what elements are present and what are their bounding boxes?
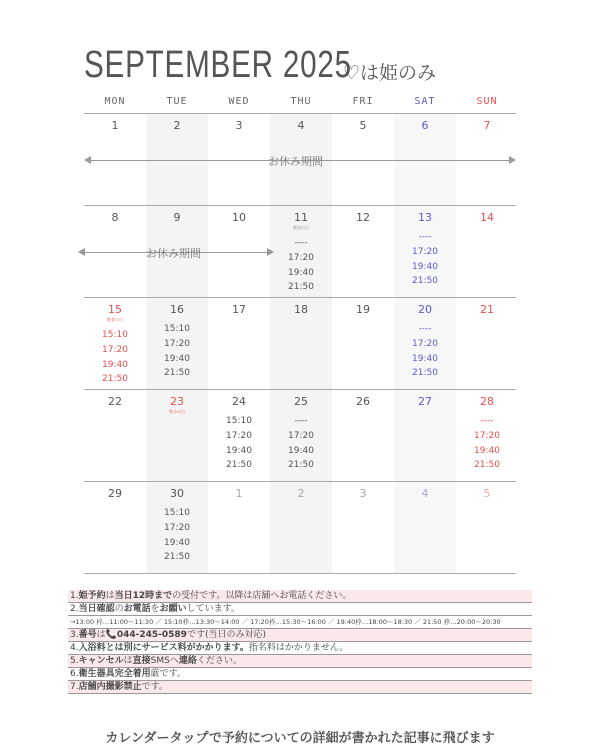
time-slot[interactable]: 21:50 — [164, 552, 190, 563]
note-row — [68, 681, 532, 694]
day-number: 14 — [480, 211, 494, 224]
note-text: 直接 — [132, 656, 151, 666]
day-number: 5 — [359, 119, 367, 132]
day-cell[interactable] — [208, 395, 270, 473]
day-number: 25 — [294, 395, 308, 408]
day-cell[interactable] — [208, 303, 270, 316]
day-cell[interactable] — [332, 211, 394, 224]
week-divider — [84, 573, 516, 574]
day-number: 8 — [111, 211, 119, 224]
closed-period-label: お休み期間 — [146, 247, 201, 260]
day-number: 28 — [480, 395, 494, 408]
day-cell[interactable] — [270, 303, 332, 316]
time-slot[interactable]: 19:40 — [412, 261, 438, 272]
day-cell[interactable] — [84, 211, 146, 224]
note-text: 4. — [70, 643, 79, 653]
day-cell[interactable] — [332, 119, 394, 132]
note-row — [68, 603, 532, 616]
note-text: ください。 — [196, 656, 242, 666]
day-cell[interactable] — [208, 211, 270, 224]
day-cell[interactable] — [84, 395, 146, 408]
time-slots — [270, 236, 332, 295]
day-cell[interactable] — [146, 303, 208, 381]
day-cell[interactable] — [270, 487, 332, 500]
weekday-fri: FRI — [352, 96, 374, 107]
note-text: へ — [169, 656, 179, 666]
time-slot[interactable]: 21:50 — [474, 460, 500, 471]
day-cell[interactable] — [332, 487, 394, 500]
day-cell[interactable] — [394, 303, 456, 381]
weekday-wed: WED — [228, 96, 250, 107]
day-cell[interactable] — [146, 119, 208, 132]
day-number: 15 — [108, 303, 122, 316]
holiday-note: 敬老の日 — [107, 317, 123, 322]
note-text: を — [150, 604, 160, 614]
day-number: 27 — [418, 395, 432, 408]
day-number: 11 — [294, 211, 308, 224]
day-number: 2 — [297, 487, 305, 500]
time-slots — [394, 230, 456, 289]
time-slot[interactable]: 17:20 — [226, 430, 252, 441]
time-slot[interactable]: 19:40 — [164, 537, 190, 548]
time-slots — [146, 322, 208, 381]
day-number: 9 — [173, 211, 181, 224]
time-slot[interactable]: 17:20 — [102, 344, 128, 355]
day-cell[interactable] — [456, 119, 518, 132]
time-slot[interactable]: 15:10 — [164, 324, 190, 334]
time-slot[interactable]: 21:50 — [412, 276, 438, 287]
note-text: お願い — [159, 604, 187, 614]
day-cell[interactable] — [456, 211, 518, 224]
footer-link[interactable]: カレンダータップで予約についての詳細が書かれた記事に飛びます — [105, 731, 495, 746]
time-slot[interactable]: ---- — [480, 416, 494, 426]
note-text: しています。 — [186, 604, 240, 614]
note-row — [68, 668, 532, 681]
note-text: 📞044-245-0589 — [105, 630, 187, 640]
day-cell[interactable] — [146, 487, 208, 565]
column-band — [270, 113, 332, 573]
day-number: 20 — [418, 303, 432, 316]
day-number: 30 — [170, 487, 184, 500]
time-slot[interactable]: 17:20 — [164, 338, 190, 349]
day-number: 16 — [170, 303, 184, 316]
time-slot[interactable]: 17:20 — [288, 430, 314, 441]
time-slot[interactable]: 21:50 — [412, 368, 438, 379]
note-text: 指名料はかかりません。 — [248, 643, 349, 653]
week-divider — [84, 481, 516, 482]
arrow-left-icon — [84, 156, 91, 164]
time-slot[interactable]: 19:40 — [412, 353, 438, 364]
week-divider — [84, 113, 516, 114]
holiday-note: 献血の日 — [293, 225, 309, 230]
arrow-right-icon — [267, 248, 274, 256]
time-slot[interactable]: 15:10 — [102, 330, 128, 340]
day-number: 2 — [173, 119, 181, 132]
note-text: 連絡 — [178, 656, 197, 666]
day-cell[interactable] — [456, 303, 518, 316]
time-slot[interactable]: 19:40 — [288, 445, 314, 456]
day-cell[interactable] — [456, 487, 518, 500]
day-number: 6 — [421, 119, 429, 132]
time-slot[interactable]: 21:50 — [164, 368, 190, 379]
day-number: 3 — [359, 487, 367, 500]
day-cell[interactable] — [208, 119, 270, 132]
note-row — [68, 655, 532, 668]
time-slot[interactable]: 17:20 — [288, 252, 314, 263]
time-slot[interactable]: 19:40 — [164, 353, 190, 364]
note-text: の受付です。以降は店舗へお電話ください。 — [172, 591, 352, 601]
note-row — [68, 629, 532, 642]
day-cell[interactable] — [394, 119, 456, 132]
day-cell[interactable] — [270, 395, 332, 473]
note-text: お電話 — [123, 604, 151, 614]
time-slots — [208, 414, 270, 473]
note-text: 衛生器具完全着用 — [78, 669, 151, 679]
note-text: 3. — [70, 630, 79, 640]
note-text: 6. — [70, 669, 79, 679]
time-slots — [84, 328, 146, 387]
day-number: 26 — [356, 395, 370, 408]
time-slot[interactable]: 21:50 — [102, 374, 128, 385]
note-text: は — [123, 656, 133, 666]
note-text: は — [105, 591, 115, 601]
week-divider — [84, 297, 516, 298]
day-number: 3 — [235, 119, 243, 132]
note-row — [68, 590, 532, 603]
day-cell[interactable] — [394, 395, 456, 408]
time-slot[interactable]: 19:40 — [226, 445, 252, 456]
day-number: 1 — [111, 119, 119, 132]
day-cell[interactable] — [394, 487, 456, 500]
day-cell[interactable] — [270, 119, 332, 132]
time-slot[interactable]: 19:40 — [102, 359, 128, 370]
note-text: 店舗内撮影禁止 — [78, 682, 142, 692]
time-slot[interactable]: 15:10 — [226, 416, 252, 426]
note-text: の — [114, 604, 124, 614]
day-number: 19 — [356, 303, 370, 316]
day-number: 10 — [232, 211, 246, 224]
time-slot[interactable]: 17:20 — [412, 338, 438, 349]
day-number: 17 — [232, 303, 246, 316]
day-number: 23 — [170, 395, 184, 408]
day-cell[interactable] — [146, 211, 208, 224]
note-text: 厳です。 — [150, 669, 186, 679]
day-number: 1 — [235, 487, 243, 500]
note-text: は — [96, 630, 106, 640]
day-cell[interactable] — [332, 303, 394, 316]
time-slots — [270, 414, 332, 473]
time-slot[interactable]: ---- — [294, 416, 308, 426]
note-text: 5. — [70, 656, 79, 666]
note-text: 姫予約 — [78, 591, 106, 601]
weekday-mon: MON — [104, 96, 126, 107]
note-text: 7. — [70, 682, 79, 692]
time-slot[interactable]: 19:40 — [474, 445, 500, 456]
time-slot[interactable]: 17:20 — [474, 430, 500, 441]
day-number: 29 — [108, 487, 122, 500]
day-cell[interactable] — [394, 211, 456, 289]
time-slot[interactable]: ---- — [418, 324, 432, 334]
arrow-left-icon — [78, 248, 85, 256]
time-slot[interactable]: 17:20 — [164, 522, 190, 533]
day-number: 5 — [483, 487, 491, 500]
time-slots — [456, 414, 518, 473]
note-text: 入浴料とは別にサービス料がかかります。 — [78, 643, 249, 653]
time-slot[interactable]: 19:40 — [288, 267, 314, 278]
notes-list — [68, 590, 532, 694]
day-number: 13 — [418, 211, 432, 224]
day-number: 21 — [480, 303, 494, 316]
day-number: 7 — [483, 119, 491, 132]
day-number: 12 — [356, 211, 370, 224]
note-text: 当日12時まで — [114, 591, 173, 601]
day-cell[interactable] — [84, 487, 146, 500]
day-number: 4 — [421, 487, 429, 500]
day-cell[interactable] — [84, 303, 146, 387]
weekday-tue: TUE — [166, 96, 188, 107]
weekday-sun: SUN — [476, 96, 498, 107]
day-cell[interactable] — [456, 395, 518, 473]
time-slot[interactable]: 21:50 — [288, 460, 314, 471]
note-text: キャンセル — [78, 656, 124, 666]
note-text: 2. — [70, 604, 79, 614]
time-slot[interactable]: 17:20 — [412, 246, 438, 257]
day-number: 24 — [232, 395, 246, 408]
note-text: です。 — [141, 682, 168, 692]
arrow-right-icon — [509, 156, 516, 164]
note-text: →13:00 枠…11:00〜11:30 ／ 15:10枠…13:30〜14:00 ／ 17:20枠…15:30〜16:00 ／ 19:40枠…18:00〜18:30 ／ 21:50 枠…20:00〜20:30 — [70, 618, 501, 626]
time-slots — [146, 506, 208, 565]
time-slot[interactable]: ---- — [418, 232, 432, 242]
day-number: 18 — [294, 303, 308, 316]
note-row — [68, 616, 532, 629]
day-cell[interactable] — [84, 119, 146, 132]
time-slot[interactable]: ---- — [294, 238, 308, 248]
week-divider — [84, 205, 516, 206]
day-cell[interactable] — [208, 487, 270, 500]
note-text: 当日確認 — [78, 604, 115, 614]
time-slot[interactable]: 15:10 — [164, 508, 190, 518]
time-slot[interactable]: 21:50 — [288, 282, 314, 293]
time-slot[interactable]: 21:50 — [226, 460, 252, 471]
holiday-note: 秋分の日 — [169, 409, 185, 414]
note-text: 番号 — [78, 630, 97, 640]
note-row — [68, 642, 532, 655]
closed-period-label: お休み期間 — [268, 155, 323, 168]
note-text: です(当日のみ対応) — [186, 630, 266, 640]
weekday-thu: THU — [290, 96, 312, 107]
page-title: SEPTEMBER 2025 — [84, 44, 352, 86]
note-text: 1. — [70, 591, 79, 601]
weekday-sat: SAT — [414, 96, 436, 107]
day-cell[interactable] — [332, 395, 394, 408]
day-number: 4 — [297, 119, 305, 132]
note-text: SMS — [150, 656, 170, 666]
time-slots — [394, 322, 456, 381]
day-number: 22 — [108, 395, 122, 408]
subtitle: ♡は姫のみ — [343, 62, 437, 84]
day-cell[interactable] — [270, 211, 332, 295]
day-cell[interactable] — [146, 395, 208, 414]
week-divider — [84, 389, 516, 390]
